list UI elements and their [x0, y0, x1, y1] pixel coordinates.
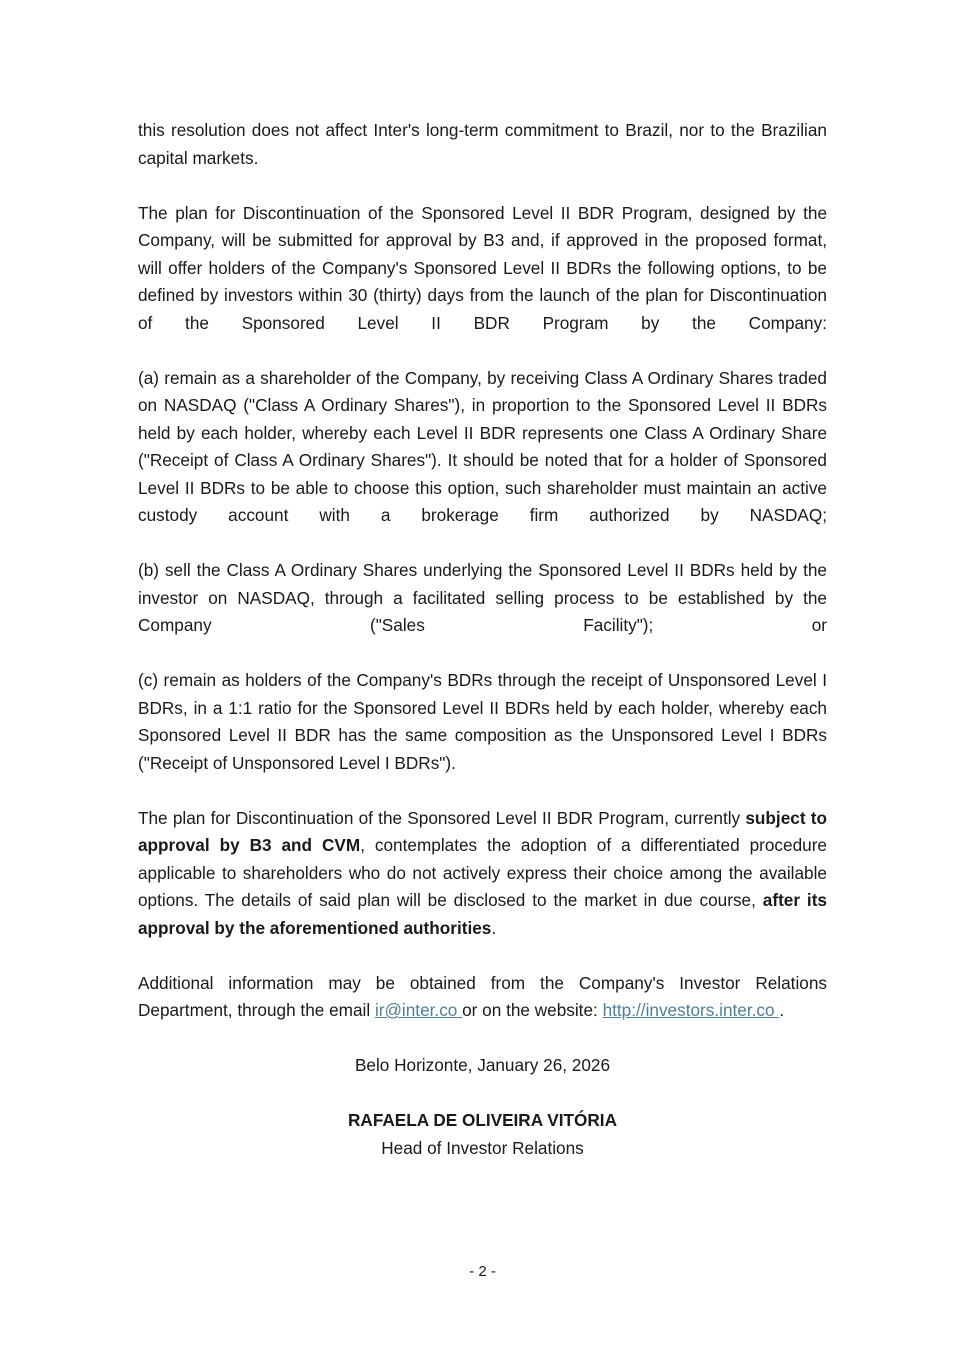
- option-a-paragraph: (a) remain as a shareholder of the Company, by receiving Class A Ordinary Shares traded on NASDAQ ("Class A Ordinary Shares"), in proportion to the Sponsored Level II BDRs held by each holder, whereby each Level II BDR represents one Class A Ordinary Share ("Receipt of Class A Ordinary Shares"). It should be noted that for a holder of Sponsored Level II BDRs to be able to choose this option, such shareholder must maintain an active custody account with a brokerage firm authorized by NASDAQ;: [138, 367, 827, 525]
- option-c-paragraph: (c) remain as holders of the Company's BDRs through the receipt of Unsponsored Level I BDRs, in a 1:1 ratio for the Sponsored Level II BDRs held by each holder, whereby each Sponsored Level II BDR has the same composition as the Unsponsored Level I BDRs ("Receipt of Unsponsored Level I BDRs").: [138, 670, 827, 773]
- document-page: [138, 117, 827, 1162]
- approval-text-2: , contemplates the adoption of a differentiated procedure applicable to shareholders who do not actively express their choice among the available options. The details of said plan will be disclosed to the market in due course,: [138, 835, 827, 910]
- plan-paragraph: The plan for Discontinuation of the Sponsored Level II BDR Program, designed by the Company, will be submitted for approval by B3 and, if approved in the proposed format, will offer holders of the Company's Sponsored Level II BDRs the following options, to be defined by investors within 30 (thirty) days from the launch of the plan for Discontinuation of the Sponsored Level II BDR Program by the Company:: [138, 202, 827, 333]
- intro-paragraph: this resolution does not affect Inter's long-term commitment to Brazil, nor to the Brazilian capital markets.: [138, 120, 827, 168]
- website-link[interactable]: http://investors.inter.co: [602, 1000, 780, 1020]
- contact-text-1: Additional information may be obtained from the Company's Investor Relations Department, through the email: [138, 972, 827, 1020]
- signatory-title: Head of Investor Relations: [381, 1137, 584, 1158]
- approval-text-1: The plan for Discontinuation of the Sponsored Level II BDR Program, currently: [138, 807, 746, 828]
- approval-text-3: .: [491, 917, 497, 938]
- contact-text-2: or on the website:: [462, 1000, 603, 1020]
- option-b-paragraph: (b) sell the Class A Ordinary Shares underlying the Sponsored Level II BDRs held by the investor on NASDAQ, through a facilitated selling process to be established by the Company ("Sales Facility"); or: [138, 560, 827, 635]
- place-date: Belo Horizonte, January 26, 2026: [354, 1055, 611, 1075]
- signatory-name: RAFAELA DE OLIVEIRA VITÓRIA: [348, 1110, 617, 1130]
- approval-bold-2: after its approval by the aforementioned authorities: [138, 890, 827, 938]
- contact-text-3: .: [779, 1000, 785, 1020]
- email-link[interactable]: ir@inter.co: [374, 1000, 463, 1020]
- approval-bold-1: subject to approval by B3 and CVM: [138, 807, 828, 855]
- contact-paragraph: [138, 970, 827, 1025]
- approval-paragraph: [138, 805, 827, 943]
- page-number: - 2 -: [469, 1263, 496, 1280]
